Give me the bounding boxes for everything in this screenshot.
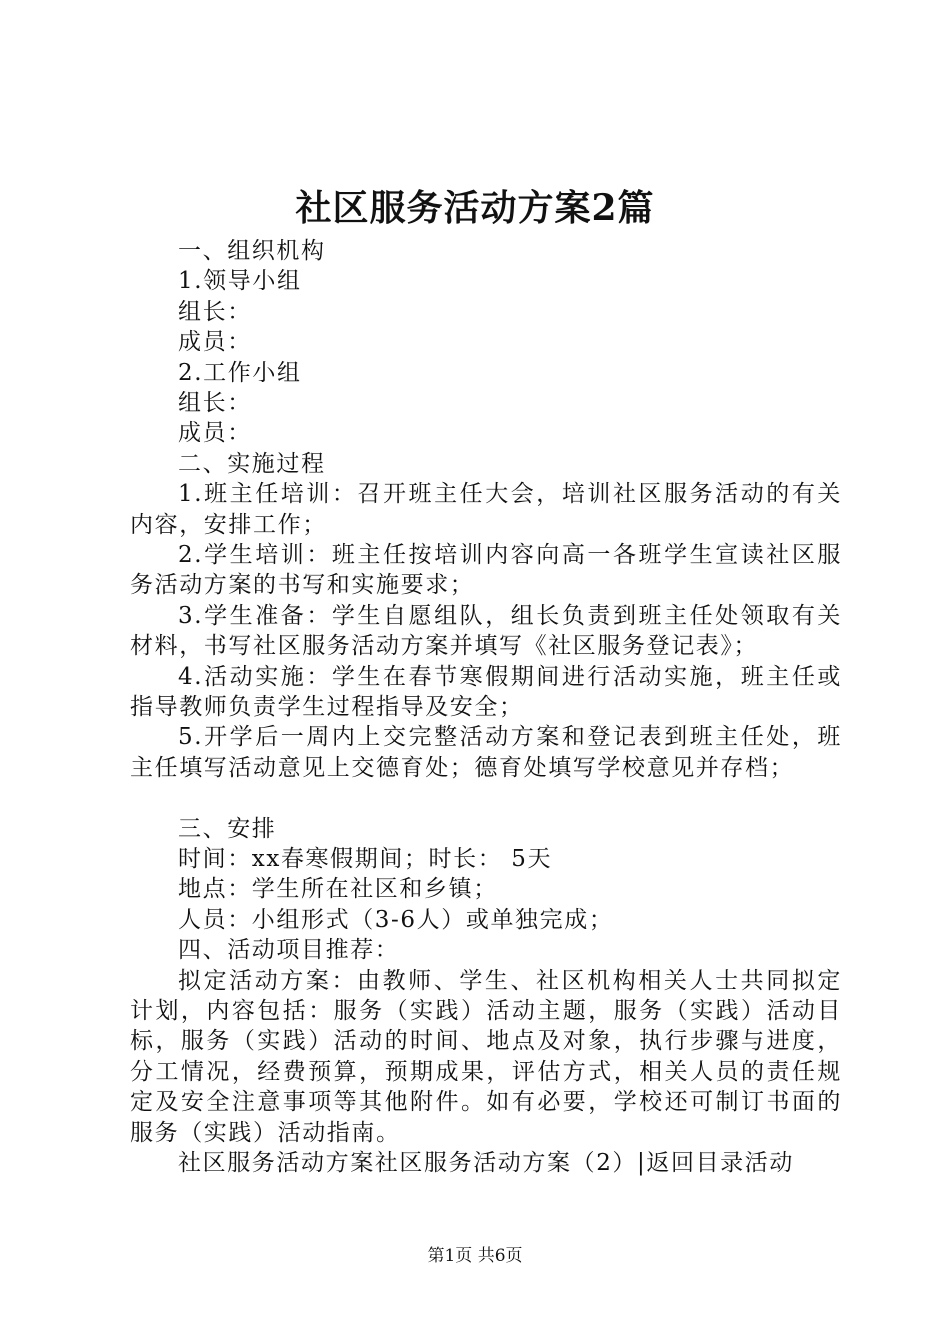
- plan-paragraph: 拟定活动方案：由教师、学生、社区机构相关人士共同拟定计划，内容包括：服务（实践）活动主题，服务（实践）活动目标，服务（实践）活动的时间、地点及对象，执行步骤与进度，分工情况，经费预算，预期成果，评估方式，相关人员的责任规定及安全注意事项等其他附件。如有必要，学校还可制订书面的服务（实践）活动指南。: [130, 967, 842, 1146]
- work-group-label: 2.工作小组: [178, 359, 302, 386]
- section-heading-arrangement: 三、安排: [178, 815, 277, 842]
- work-members-label: 成员：: [178, 420, 252, 447]
- process-step-1: 1.班主任培训：召开班主任大会，培训社区服务活动的有关内容，安排工作；: [130, 481, 842, 538]
- process-step-2: 2.学生培训：班主任按培训内容向高一各班学生宣读社区服务活动方案的书写和实施要求；: [130, 541, 842, 599]
- document-title: 社区服务活动方案2篇: [295, 187, 655, 229]
- page-number-footer: 第1页 共6页: [427, 1246, 523, 1266]
- process-step-5: 5.开学后一周内上交完整活动方案和登记表到班主任处，班主任填写活动意见上交德育处；德育处填写学校意见并存档；: [130, 724, 842, 781]
- leader-label: 组长：: [178, 298, 252, 325]
- members-label: 成员：: [178, 329, 252, 356]
- process-step-4: 4.活动实施：学生在春节寒假期间进行活动实施，班主任或指导教师负责学生过程指导及安全；: [130, 663, 842, 720]
- arrangement-time: 时间：xx春寒假期间；时长： 5天: [178, 845, 553, 872]
- work-leader-label: 组长：: [178, 389, 252, 416]
- process-step-3: 3.学生准备：学生自愿组队，组长负责到班主任处领取有关材料，书写社区服务活动方案并填写《社区服务登记表》；: [130, 602, 842, 660]
- document-body: [130, 236, 842, 1178]
- blank-line: [130, 783, 842, 813]
- section-heading-recommendations: 四、活动项目推荐：: [178, 937, 400, 964]
- arrangement-people: 人员：小组形式（3-6人）或单独完成；: [178, 906, 614, 933]
- section-heading-organization: 一、组织机构: [178, 238, 326, 264]
- section-heading-process: 二、实施过程: [178, 450, 326, 477]
- leaders-group-label: 1.领导小组: [178, 268, 302, 295]
- continuation-paragraph: 社区服务活动方案社区服务活动方案（2）|返回目录活动: [178, 1149, 794, 1176]
- arrangement-place: 地点：学生所在社区和乡镇；: [178, 876, 498, 903]
